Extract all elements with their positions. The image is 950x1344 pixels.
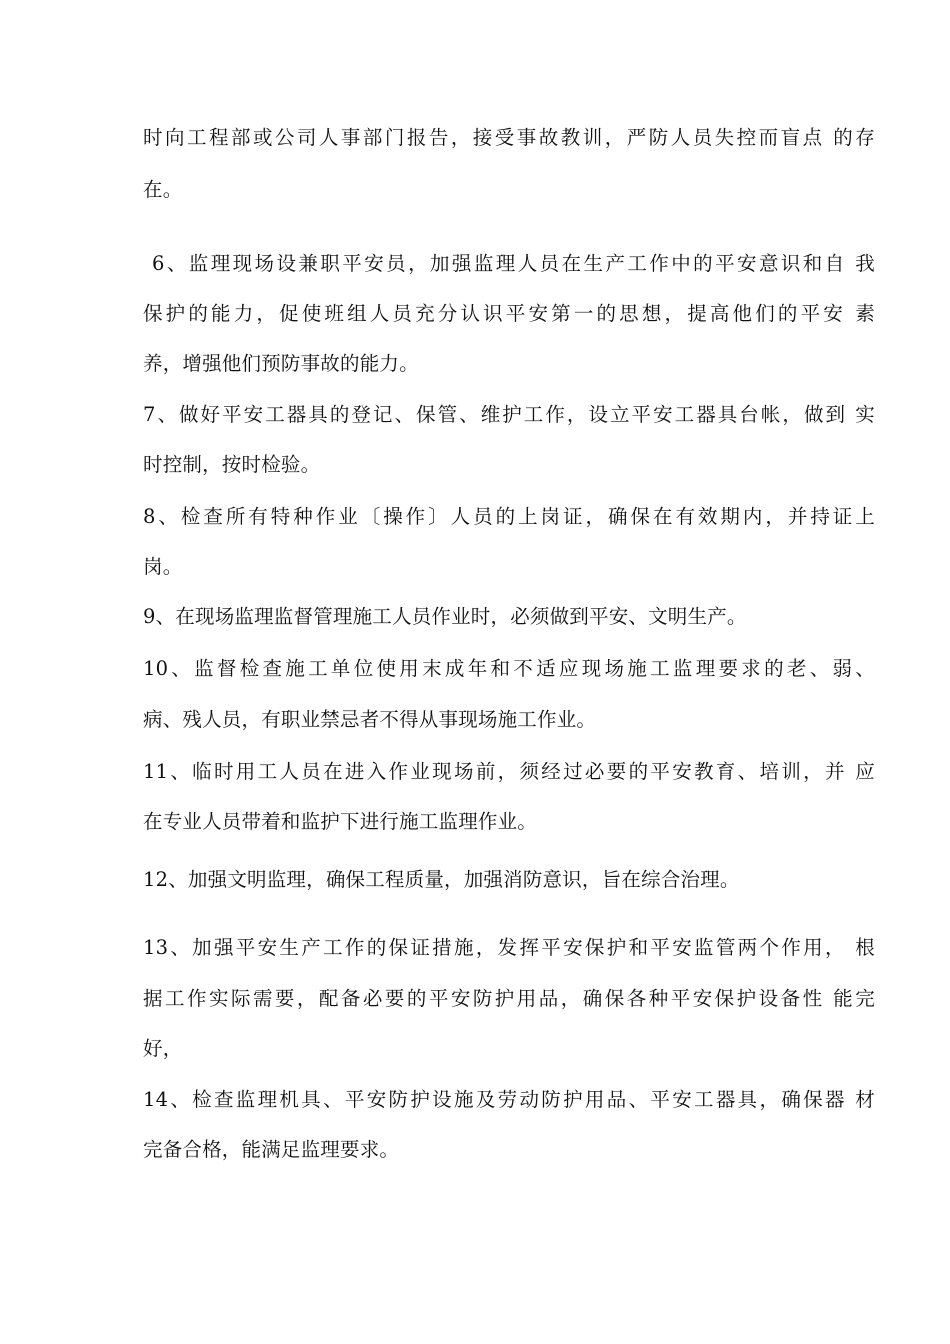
item-13-line: 好， (143, 1037, 183, 1060)
item-11-line: 11、临时用工人员在进入作业现场前，须经过必要的平安教育、培训，并 应 (143, 760, 875, 783)
item-14-line: 完备合格，能满足监理要求。 (143, 1138, 400, 1161)
item-8-line: 岗。 (143, 555, 183, 578)
paragraph-line: 时向工程部或公司人事部门报告，接受事故教训，严防人员失控而盲点 的存 (143, 126, 875, 149)
item-6-line: 养，增强他们预防事故的能力。 (143, 352, 419, 375)
item-6-line: 保护的能力，促使班组人员充分认识平安第一的思想，提高他们的平安 素 (143, 302, 875, 325)
item-10-line: 病、残人员，有职业禁忌者不得从事现场施工作业。 (143, 708, 597, 731)
paragraph-line: 在。 (143, 178, 183, 201)
item-7-line: 7、做好平安工器具的登记、保管、维护工作，设立平安工器具台帐，做到 实 (143, 403, 875, 426)
item-12-line: 12、加强文明监理，确保工程质量，加强消防意识，旨在综合治理。 (143, 868, 740, 891)
item-8-line: 8、检查所有特种作业〔操作〕人员的上岗证，确保在有效期内，并持证上 (143, 505, 875, 528)
item-13-line: 13、加强平安生产工作的保证措施，发挥平安保护和平安监管两个作用， 根 (143, 936, 875, 959)
item-13-line: 据工作实际需要，配备必要的平安防护用品，确保各种平安保护设备性 能完 (143, 987, 875, 1010)
item-6-line: 6、监理现场设兼职平安员，加强监理人员在生产工作中的平安意识和自 我 (152, 252, 875, 275)
item-9-line: 9、在现场监理监督管理施工人员作业时，必须做到平安、文明生产。 (143, 605, 747, 628)
item-11-line: 在专业人员带着和监护下进行施工监理作业。 (143, 810, 538, 833)
item-7-line: 时控制，按时检验。 (143, 453, 321, 476)
item-10-line: 10、监督检查施工单位使用末成年和不适应现场施工监理要求的老、弱、 (143, 657, 875, 680)
item-14-line: 14、检查监理机具、平安防护设施及劳动防护用品、平安工器具，确保器 材 (143, 1088, 875, 1111)
